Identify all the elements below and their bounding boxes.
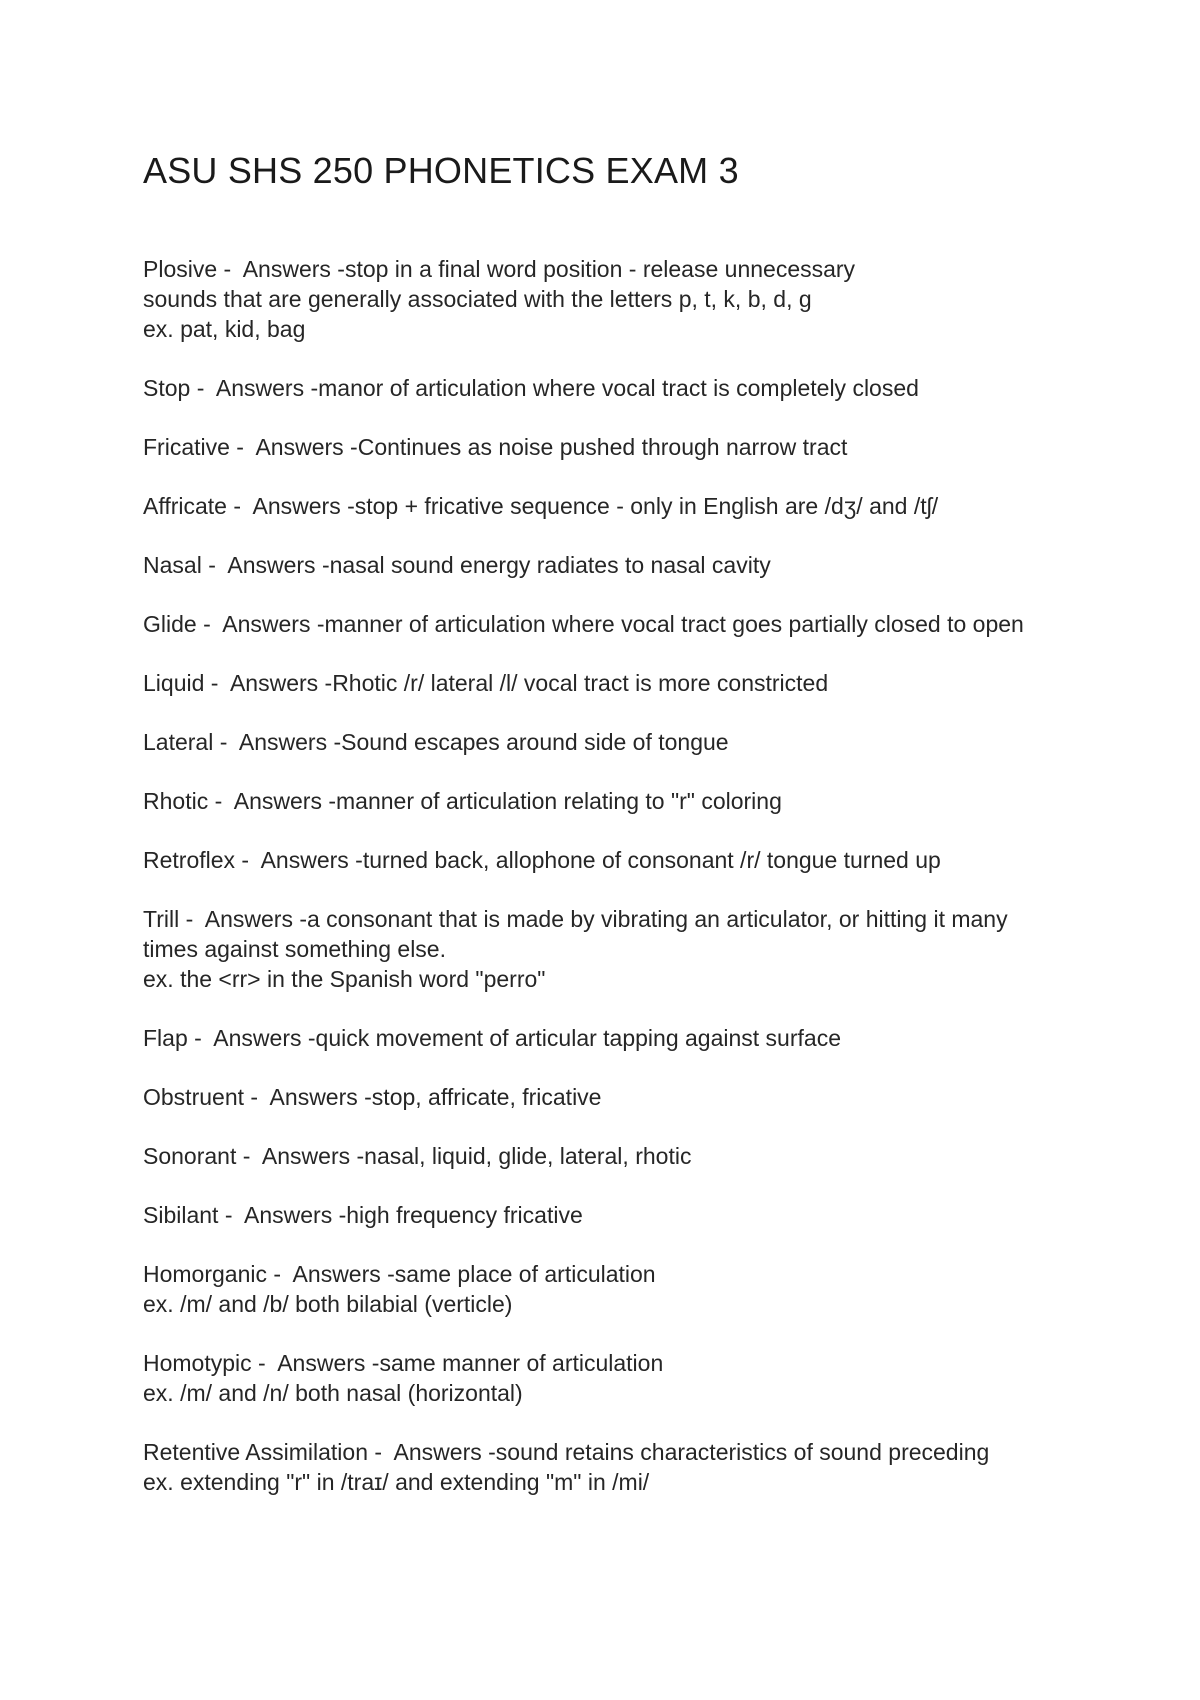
definition-entry: [143, 1141, 1103, 1171]
definition-continuation: ex. pat, kid, bag: [143, 316, 306, 342]
definition-text: Obstruent - Answers -stop, affricate, fricative: [143, 1084, 602, 1110]
definition-text: Sibilant - Answers -high frequency fricative: [143, 1202, 583, 1228]
definition-text: Trill - Answers -a consonant that is made by vibrating an articulator, or hitting it many: [143, 906, 1008, 932]
definition-entry: [143, 1437, 1103, 1497]
definition-continuation: sounds that are generally associated with the letters p, t, k, b, d, g: [143, 286, 812, 312]
definition-continuation: ex. /m/ and /n/ both nasal (horizontal): [143, 1380, 523, 1406]
definition-text: Retentive Assimilation - Answers -sound retains characteristics of sound preceding: [143, 1439, 990, 1465]
definition-continuation: ex. /m/ and /b/ both bilabial (verticle): [143, 1291, 513, 1317]
definition-entry: [143, 727, 1103, 757]
definition-entry: [143, 668, 1103, 698]
definition-entry: [143, 491, 1103, 521]
definition-text: Stop - Answers -manor of articulation where vocal tract is completely closed: [143, 375, 919, 401]
definition-entry: [143, 1259, 1103, 1319]
definition-entry: [143, 1023, 1103, 1053]
definition-entry: [143, 550, 1103, 580]
definition-entry: [143, 904, 1103, 994]
document-title: ASU SHS 250 PHONETICS EXAM 3: [143, 150, 739, 191]
definition-text: Fricative - Answers -Continues as noise pushed through narrow tract: [143, 434, 848, 460]
definition-text: Sonorant - Answers -nasal, liquid, glide, lateral, rhotic: [143, 1143, 692, 1169]
definition-text: Plosive - Answers -stop in a final word position - release unnecessary: [143, 256, 856, 282]
definition-entry: [143, 786, 1103, 816]
definition-text: Nasal - Answers -nasal sound energy radiates to nasal cavity: [143, 552, 771, 578]
definition-entry: [143, 609, 1103, 639]
definition-text: Homorganic - Answers -same place of articulation: [143, 1261, 656, 1287]
definition-text: Glide - Answers -manner of articulation where vocal tract goes partially closed to open: [143, 611, 1024, 637]
definition-continuation: ex. the <rr> in the Spanish word "perro": [143, 966, 546, 992]
definition-text: Rhotic - Answers -manner of articulation relating to "r" coloring: [143, 788, 782, 814]
definition-text: Lateral - Answers -Sound escapes around side of tongue: [143, 729, 729, 755]
definition-text: Homotypic - Answers -same manner of articulation: [143, 1350, 664, 1376]
entry-list: [143, 254, 1103, 1497]
definition-text: Affricate - Answers -stop + fricative sequence - only in English are /dʒ/ and /tʃ/: [143, 493, 939, 519]
definition-entry: [143, 432, 1103, 462]
definition-text: Liquid - Answers -Rhotic /r/ lateral /l/ vocal tract is more constricted: [143, 670, 829, 696]
definition-entry: [143, 845, 1103, 875]
definition-entry: [143, 1348, 1103, 1408]
definition-text: Flap - Answers -quick movement of articular tapping against surface: [143, 1025, 841, 1051]
definition-entry: [143, 254, 1103, 344]
definition-entry: [143, 1082, 1103, 1112]
document-page: [143, 150, 1103, 1526]
definition-entry: [143, 1200, 1103, 1230]
definition-continuation: times against something else.: [143, 936, 446, 962]
definition-entry: [143, 373, 1103, 403]
definition-text: Retroflex - Answers -turned back, allophone of consonant /r/ tongue turned up: [143, 847, 941, 873]
definition-continuation: ex. extending "r" in /traɪ/ and extending "m" in /mi/: [143, 1469, 650, 1495]
